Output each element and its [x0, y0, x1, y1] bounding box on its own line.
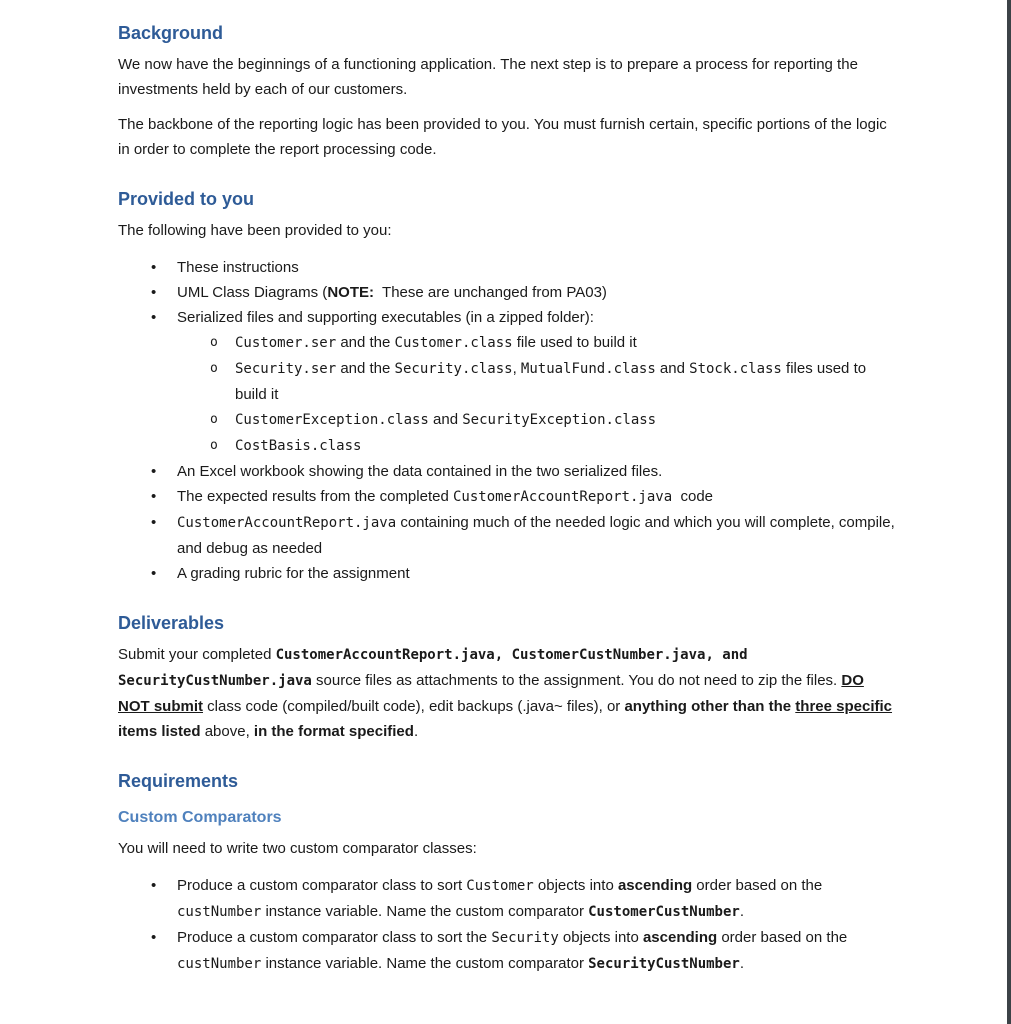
- list-item: o CostBasis.class: [118, 433, 897, 459]
- window-border-right: [1007, 0, 1011, 1024]
- paragraph-background-2: The backbone of the reporting logic has been provided to you. You must furnish certain, specific portions of the logic in order to complete the report processing code.: [118, 116, 887, 158]
- list-item: • These instructions: [118, 255, 897, 280]
- provided-list: [118, 255, 897, 586]
- list-item: • UML Class Diagrams (NOTE: These are unchanged from PA03): [118, 280, 897, 305]
- list-item: o CustomerException.class and SecurityException.class: [118, 407, 897, 433]
- paragraph-provided-intro: The following have been provided to you:: [118, 222, 392, 239]
- subheading-custom-comparators: Custom Comparators: [118, 809, 282, 826]
- paragraph-deliverables: Submit your completed CustomerAccountReport.java, CustomerCustNumber.java, and SecurityCustNumber.java source files as attachments to the assignment. You do not need to zip the files. DO NOT submit class code (compiled/built code), edit backups (.java~ files), or anything other than the three specific items listed above, in the format specified.: [118, 646, 893, 740]
- heading-requirements: Requirements: [118, 771, 239, 791]
- list-item: o Customer.ser and the Customer.class file used to build it: [118, 330, 897, 356]
- heading-provided-to-you: Provided to you: [118, 189, 255, 209]
- list-item: • Serialized files and supporting executables (in a zipped folder):: [118, 305, 897, 330]
- list-item: • The expected results from the completed CustomerAccountReport.java code: [118, 484, 897, 510]
- list-item: • Produce a custom comparator class to sort Customer objects into ascending order based on the custNumber instance variable. Name the custom comparator CustomerCustNumber.: [118, 873, 897, 925]
- list-item: • A grading rubric for the assignment: [118, 561, 897, 586]
- comparator-list: [118, 873, 897, 977]
- paragraph-comparators-intro: You will need to write two custom comparator classes:: [118, 840, 477, 857]
- list-item: • An Excel workbook showing the data contained in the two serialized files.: [118, 459, 897, 484]
- list-item: • Produce a custom comparator class to sort the Security objects into ascending order based on the custNumber instance variable. Name the custom comparator SecurityCustNumber.: [118, 925, 897, 977]
- heading-background: Background: [118, 23, 224, 43]
- list-item: • CustomerAccountReport.java containing much of the needed logic and which you will complete, compile, and debug as needed: [118, 510, 897, 561]
- heading-deliverables: Deliverables: [118, 613, 225, 633]
- list-item: o Security.ser and the Security.class, MutualFund.class and Stock.class files used to build it: [118, 356, 897, 407]
- paragraph-background-1: We now have the beginnings of a functioning application. The next step is to prepare a process for reporting the investments held by each of our customers.: [118, 56, 858, 98]
